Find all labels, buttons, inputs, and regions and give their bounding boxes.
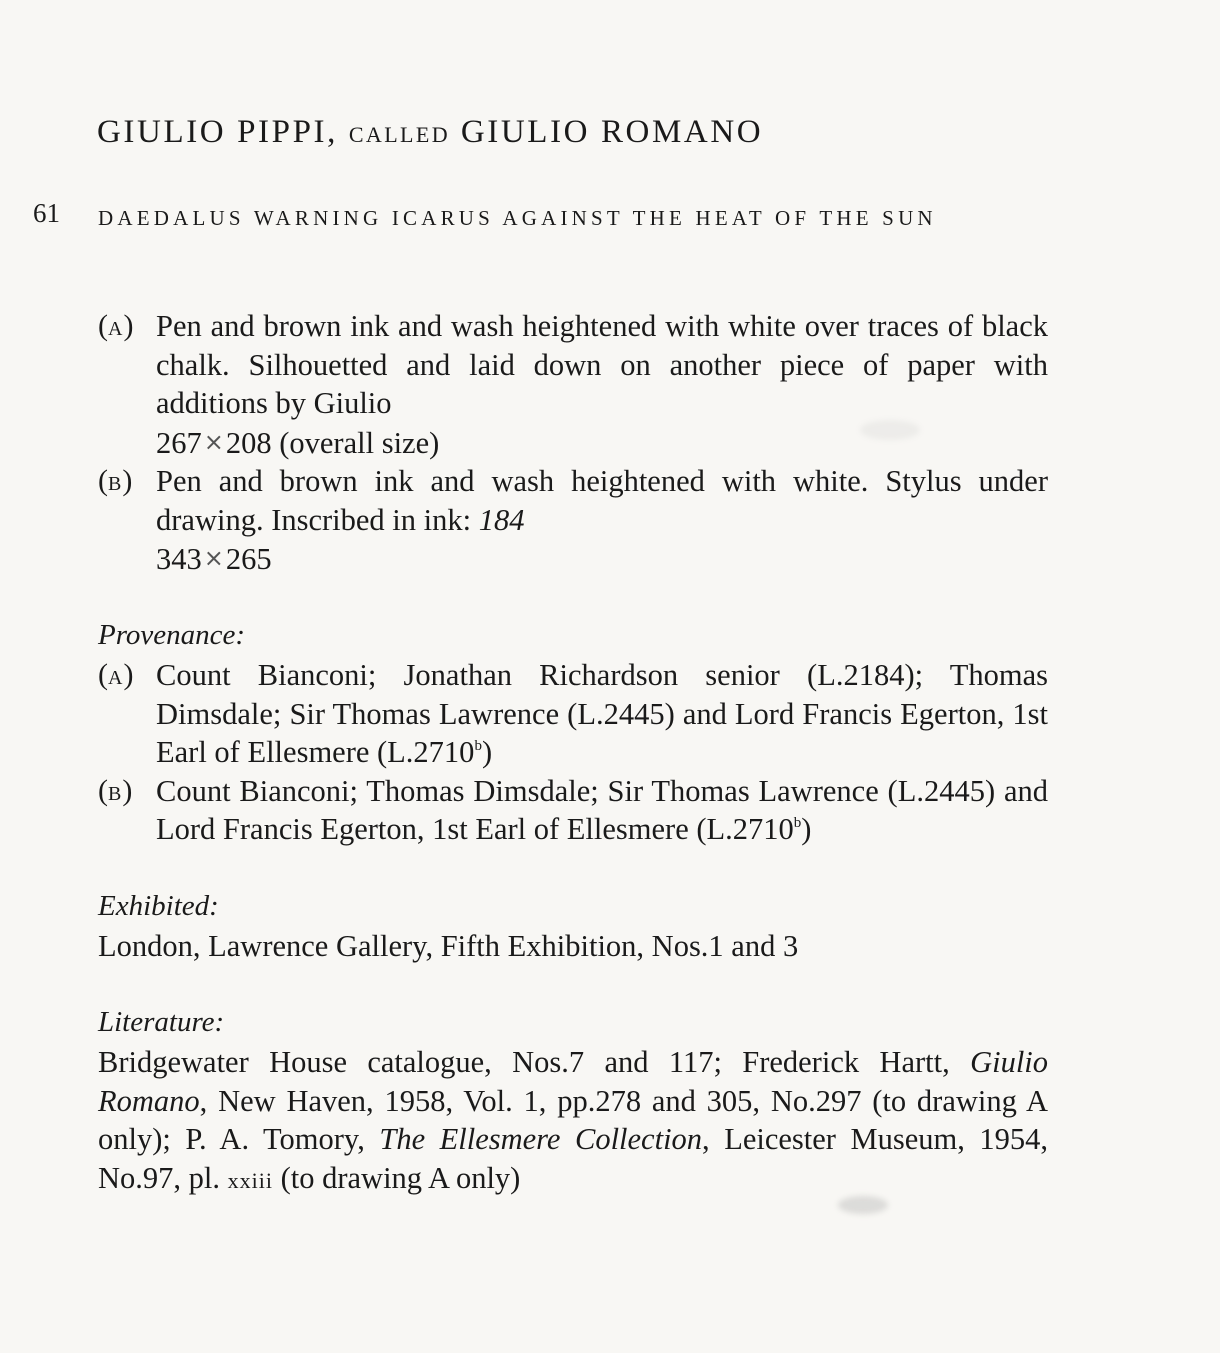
- provenance-b: [98, 772, 1048, 849]
- exhibited-text: London, Lawrence Gallery, Fifth Exhibition, Nos.1 and 3: [98, 929, 799, 963]
- paper-smudge: [860, 420, 920, 440]
- paper-smudge: [838, 1196, 888, 1214]
- drawing-a: [98, 307, 1048, 462]
- drawing-description: Pen and brown ink and wash heightened with white over traces of black chalk. Silhouetted and laid down on another piece of paper with additions by Giulio: [156, 309, 1048, 420]
- exhibited-heading: Exhibited:: [98, 890, 219, 922]
- drawing-label: (A): [98, 309, 134, 342]
- provenance-a: [98, 656, 1048, 772]
- literature-heading: Literature:: [98, 1006, 225, 1038]
- provenance-section: [98, 656, 1048, 849]
- entry-title: DAEDALUS WARNING ICARUS AGAINST THE HEAT OF THE SUN: [98, 206, 937, 230]
- drawing-b: [98, 462, 1048, 579]
- plate-number: xxiii: [227, 1167, 273, 1193]
- artist-name-primary: GIULIO PIPPI,: [97, 114, 338, 150]
- provenance-heading: Provenance:: [98, 619, 246, 651]
- provenance-text: Count Bianconi; Thomas Dimsdale; Sir Thomas Lawrence (L.2445) and Lord Francis Egerton, 1st Earl of Ellesmere (L.2710$^b$): [156, 773, 1048, 846]
- inscription: 184: [478, 502, 525, 537]
- catalogue-number: 61: [33, 198, 60, 228]
- artist-heading: [97, 112, 763, 155]
- artist-name-alias: GIULIO ROMANO: [460, 114, 764, 150]
- drawing-description: Pen and brown ink and wash heightened with white. Stylus under drawing. Inscribed in ink: 184: [156, 464, 1048, 537]
- book-title: Giulio Romano: [98, 1045, 1049, 1118]
- literature-text: Bridgewater House catalogue, Nos.7 and 117; Frederick Hartt, Giulio Romano, New Haven, 1958, Vol. 1, pp.278 and 305, No.297 (to drawing A only); P. A. Tomory, The Ellesmere Collection, Leicester Museum, 1954, No.97, pl. xxiii (to drawing A only): [98, 1045, 1049, 1195]
- provenance-text: Count Bianconi; Jonathan Richardson senior (L.2184); Thomas Dimsdale; Sir Thomas Lawrence (L.2445) and Lord Francis Egerton, 1st Earl of Ellesmere (L.2710$^b$): [156, 658, 1048, 769]
- drawings-section: [98, 307, 1048, 579]
- called-smallcaps: CALLED: [348, 122, 450, 147]
- provenance-label: (A): [98, 658, 134, 691]
- provenance-label: (B): [98, 773, 133, 807]
- book-title: The Ellesmere Collection: [379, 1122, 703, 1156]
- drawing-label: (B): [98, 464, 133, 497]
- drawing-dimensions: 267×208 (overall size): [156, 425, 440, 460]
- drawing-dimensions: 343×265: [156, 542, 272, 576]
